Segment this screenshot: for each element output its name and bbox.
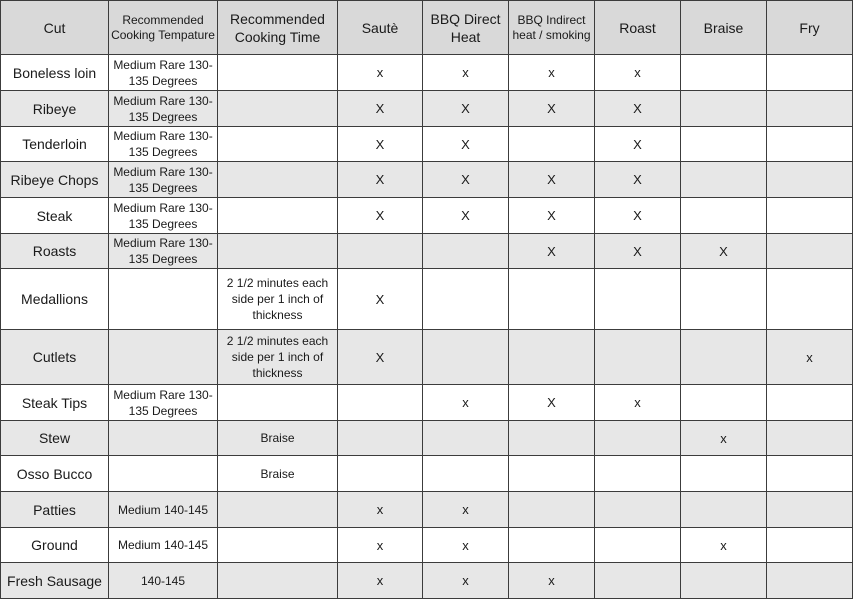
cell-bbq-indirect [509, 421, 595, 456]
cell-temperature [109, 330, 218, 385]
cell-fry [767, 492, 853, 528]
cell-bbq-direct: x [423, 563, 509, 599]
cell-saute: X [338, 162, 423, 198]
cell-roast: x [595, 385, 681, 421]
cell-cut: Ribeye Chops [1, 162, 109, 198]
cell-braise: x [681, 528, 767, 563]
cell-temperature: 140-145 [109, 563, 218, 599]
cell-fry [767, 162, 853, 198]
cell-braise [681, 162, 767, 198]
cell-temperature: Medium Rare 130-135 Degrees [109, 198, 218, 234]
table-body [1, 55, 853, 599]
cell-fry [767, 385, 853, 421]
cell-time [218, 162, 338, 198]
cell-fry [767, 91, 853, 127]
cell-bbq-indirect: X [509, 385, 595, 421]
cell-bbq-direct: X [423, 198, 509, 234]
cell-braise: x [681, 421, 767, 456]
cell-bbq-direct [423, 421, 509, 456]
cell-saute: x [338, 492, 423, 528]
cell-roast: X [595, 234, 681, 269]
header-temperature: Recommended Cooking Tempature [109, 1, 218, 55]
table-row [1, 198, 853, 234]
cell-fry [767, 269, 853, 330]
header-braise: Braise [681, 1, 767, 55]
cell-braise: X [681, 234, 767, 269]
cell-temperature: Medium 140-145 [109, 492, 218, 528]
cell-time: 2 1/2 minutes each side per 1 inch of thickness [218, 269, 338, 330]
cell-bbq-direct [423, 234, 509, 269]
cell-time [218, 528, 338, 563]
cell-time: 2 1/2 minutes each side per 1 inch of thickness [218, 330, 338, 385]
cell-bbq-direct: X [423, 91, 509, 127]
cell-bbq-direct [423, 330, 509, 385]
header-fry: Fry [767, 1, 853, 55]
header-bbq-direct: BBQ Direct Heat [423, 1, 509, 55]
cell-temperature [109, 421, 218, 456]
header-cut: Cut [1, 1, 109, 55]
cell-time [218, 91, 338, 127]
cell-cut: Steak [1, 198, 109, 234]
cell-temperature: Medium Rare 130-135 Degrees [109, 385, 218, 421]
cell-temperature: Medium Rare 130-135 Degrees [109, 127, 218, 162]
cell-fry [767, 421, 853, 456]
header-bbq-indirect: BBQ Indirect heat / smoking [509, 1, 595, 55]
cell-roast: x [595, 55, 681, 91]
cell-roast [595, 563, 681, 599]
cell-bbq-indirect [509, 528, 595, 563]
cell-saute: x [338, 528, 423, 563]
table-row [1, 330, 853, 385]
cell-saute: x [338, 563, 423, 599]
table-row [1, 127, 853, 162]
cell-bbq-direct [423, 269, 509, 330]
cell-roast [595, 421, 681, 456]
cell-temperature: Medium 140-145 [109, 528, 218, 563]
cell-cut: Ribeye [1, 91, 109, 127]
cell-cut: Medallions [1, 269, 109, 330]
cell-time [218, 234, 338, 269]
table-row [1, 528, 853, 563]
cell-time [218, 198, 338, 234]
cell-cut: Patties [1, 492, 109, 528]
cell-saute: X [338, 91, 423, 127]
cell-saute [338, 234, 423, 269]
table-row [1, 55, 853, 91]
cell-fry [767, 55, 853, 91]
cell-cut: Roasts [1, 234, 109, 269]
cell-bbq-direct: x [423, 385, 509, 421]
table-row [1, 91, 853, 127]
cell-cut: Cutlets [1, 330, 109, 385]
cell-bbq-direct: x [423, 55, 509, 91]
cell-bbq-direct: x [423, 528, 509, 563]
cell-temperature: Medium Rare 130-135 Degrees [109, 55, 218, 91]
cell-time [218, 385, 338, 421]
cell-roast: X [595, 198, 681, 234]
cell-roast: X [595, 127, 681, 162]
cell-bbq-direct: X [423, 162, 509, 198]
header-roast: Roast [595, 1, 681, 55]
table-row [1, 563, 853, 599]
cell-roast [595, 456, 681, 492]
table-row [1, 162, 853, 198]
cell-temperature: Medium Rare 130-135 Degrees [109, 234, 218, 269]
cell-braise [681, 385, 767, 421]
header-time: Recommended Cooking Time [218, 1, 338, 55]
table-row [1, 269, 853, 330]
cell-bbq-direct [423, 456, 509, 492]
cell-cut: Stew [1, 421, 109, 456]
cell-fry [767, 528, 853, 563]
table-row [1, 385, 853, 421]
cell-temperature [109, 269, 218, 330]
cell-cut: Steak Tips [1, 385, 109, 421]
cell-bbq-indirect: X [509, 162, 595, 198]
cell-bbq-indirect [509, 269, 595, 330]
cell-time [218, 492, 338, 528]
cell-bbq-direct: x [423, 492, 509, 528]
cell-time: Braise [218, 456, 338, 492]
cell-bbq-indirect [509, 127, 595, 162]
cell-fry [767, 198, 853, 234]
table-row [1, 492, 853, 528]
cell-temperature: Medium Rare 130-135 Degrees [109, 162, 218, 198]
cell-braise [681, 456, 767, 492]
cell-cut: Ground [1, 528, 109, 563]
cell-bbq-indirect: x [509, 55, 595, 91]
cell-braise [681, 127, 767, 162]
cell-bbq-indirect [509, 456, 595, 492]
cell-braise [681, 492, 767, 528]
cell-saute: X [338, 330, 423, 385]
cell-time [218, 563, 338, 599]
cell-fry: x [767, 330, 853, 385]
cell-braise [681, 55, 767, 91]
cell-bbq-indirect [509, 330, 595, 385]
cell-fry [767, 456, 853, 492]
cell-temperature: Medium Rare 130-135 Degrees [109, 91, 218, 127]
cell-saute: X [338, 198, 423, 234]
cell-bbq-indirect: X [509, 198, 595, 234]
cell-time [218, 55, 338, 91]
cell-braise [681, 198, 767, 234]
table-row [1, 421, 853, 456]
header-saute: Sautè [338, 1, 423, 55]
cell-time: Braise [218, 421, 338, 456]
cell-fry [767, 234, 853, 269]
table-row [1, 456, 853, 492]
cell-saute [338, 385, 423, 421]
cell-saute: X [338, 127, 423, 162]
cell-cut: Boneless loin [1, 55, 109, 91]
cell-bbq-indirect: X [509, 91, 595, 127]
cell-braise [681, 563, 767, 599]
cell-temperature [109, 456, 218, 492]
cell-bbq-indirect: x [509, 563, 595, 599]
table-row [1, 234, 853, 269]
cell-bbq-direct: X [423, 127, 509, 162]
cell-time [218, 127, 338, 162]
cell-cut: Tenderloin [1, 127, 109, 162]
cell-roast: X [595, 91, 681, 127]
cell-bbq-indirect [509, 492, 595, 528]
cell-bbq-indirect: X [509, 234, 595, 269]
cell-roast: X [595, 162, 681, 198]
cell-saute [338, 456, 423, 492]
cell-cut: Fresh Sausage [1, 563, 109, 599]
cell-roast [595, 528, 681, 563]
cell-fry [767, 563, 853, 599]
cell-saute [338, 421, 423, 456]
cell-braise [681, 91, 767, 127]
cell-braise [681, 269, 767, 330]
header-row [1, 1, 853, 55]
cell-cut: Osso Bucco [1, 456, 109, 492]
cell-fry [767, 127, 853, 162]
cell-roast [595, 269, 681, 330]
cell-saute: X [338, 269, 423, 330]
cell-saute: x [338, 55, 423, 91]
cell-roast [595, 330, 681, 385]
cell-braise [681, 330, 767, 385]
cell-roast [595, 492, 681, 528]
